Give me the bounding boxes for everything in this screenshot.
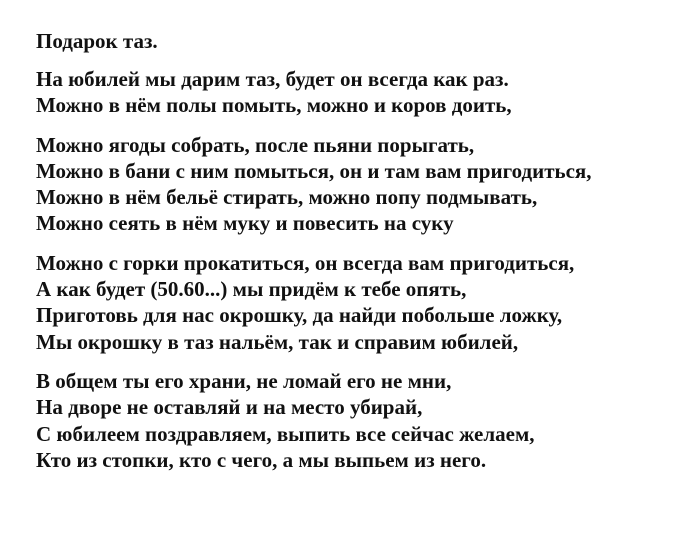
poem-title: Подарок таз. [36, 29, 158, 53]
stanza-3 [36, 250, 686, 355]
poem-line: Приготовь для нас окрошку, да найди побольше ложку, [36, 303, 563, 328]
stanza-2 [36, 132, 686, 237]
poem-line: Можно в нём полы помыть, можно и коров доить, [36, 93, 512, 118]
poem-line: В общем ты его храни, не ломай его не мни, [36, 368, 452, 393]
poem-line: Можно ягоды собрать, после пьяни порыгать, [36, 132, 475, 157]
poem-line: Можно с горки прокатиться, он всегда вам пригодиться, [36, 250, 575, 275]
poem-line: Можно сеять в нём муку и повесить на суку [36, 211, 454, 236]
poem-line: Можно в бани с ним помыться, он и там вам пригодиться, [36, 158, 592, 183]
poem-line: Мы окрошку в таз нальём, так и справим юбилей, [36, 329, 519, 354]
poem-document [36, 28, 686, 486]
stanza-1 [36, 66, 686, 119]
poem-line: На юбилей мы дарим таз, будет он всегда как раз. [36, 67, 509, 91]
stanza-4 [36, 368, 686, 473]
poem-line: С юбилеем поздравляем, выпить все сейчас желаем, [36, 421, 535, 446]
poem-line: На дворе не оставляй и на место убирай, [36, 395, 423, 420]
poem-line: Можно в нём бельё стирать, можно попу подмывать, [36, 185, 538, 210]
poem-line: Кто из стопки, кто с чего, а мы выпьем из него. [36, 447, 487, 472]
poem-line: А как будет (50.60...) мы придём к тебе опять, [36, 277, 467, 302]
